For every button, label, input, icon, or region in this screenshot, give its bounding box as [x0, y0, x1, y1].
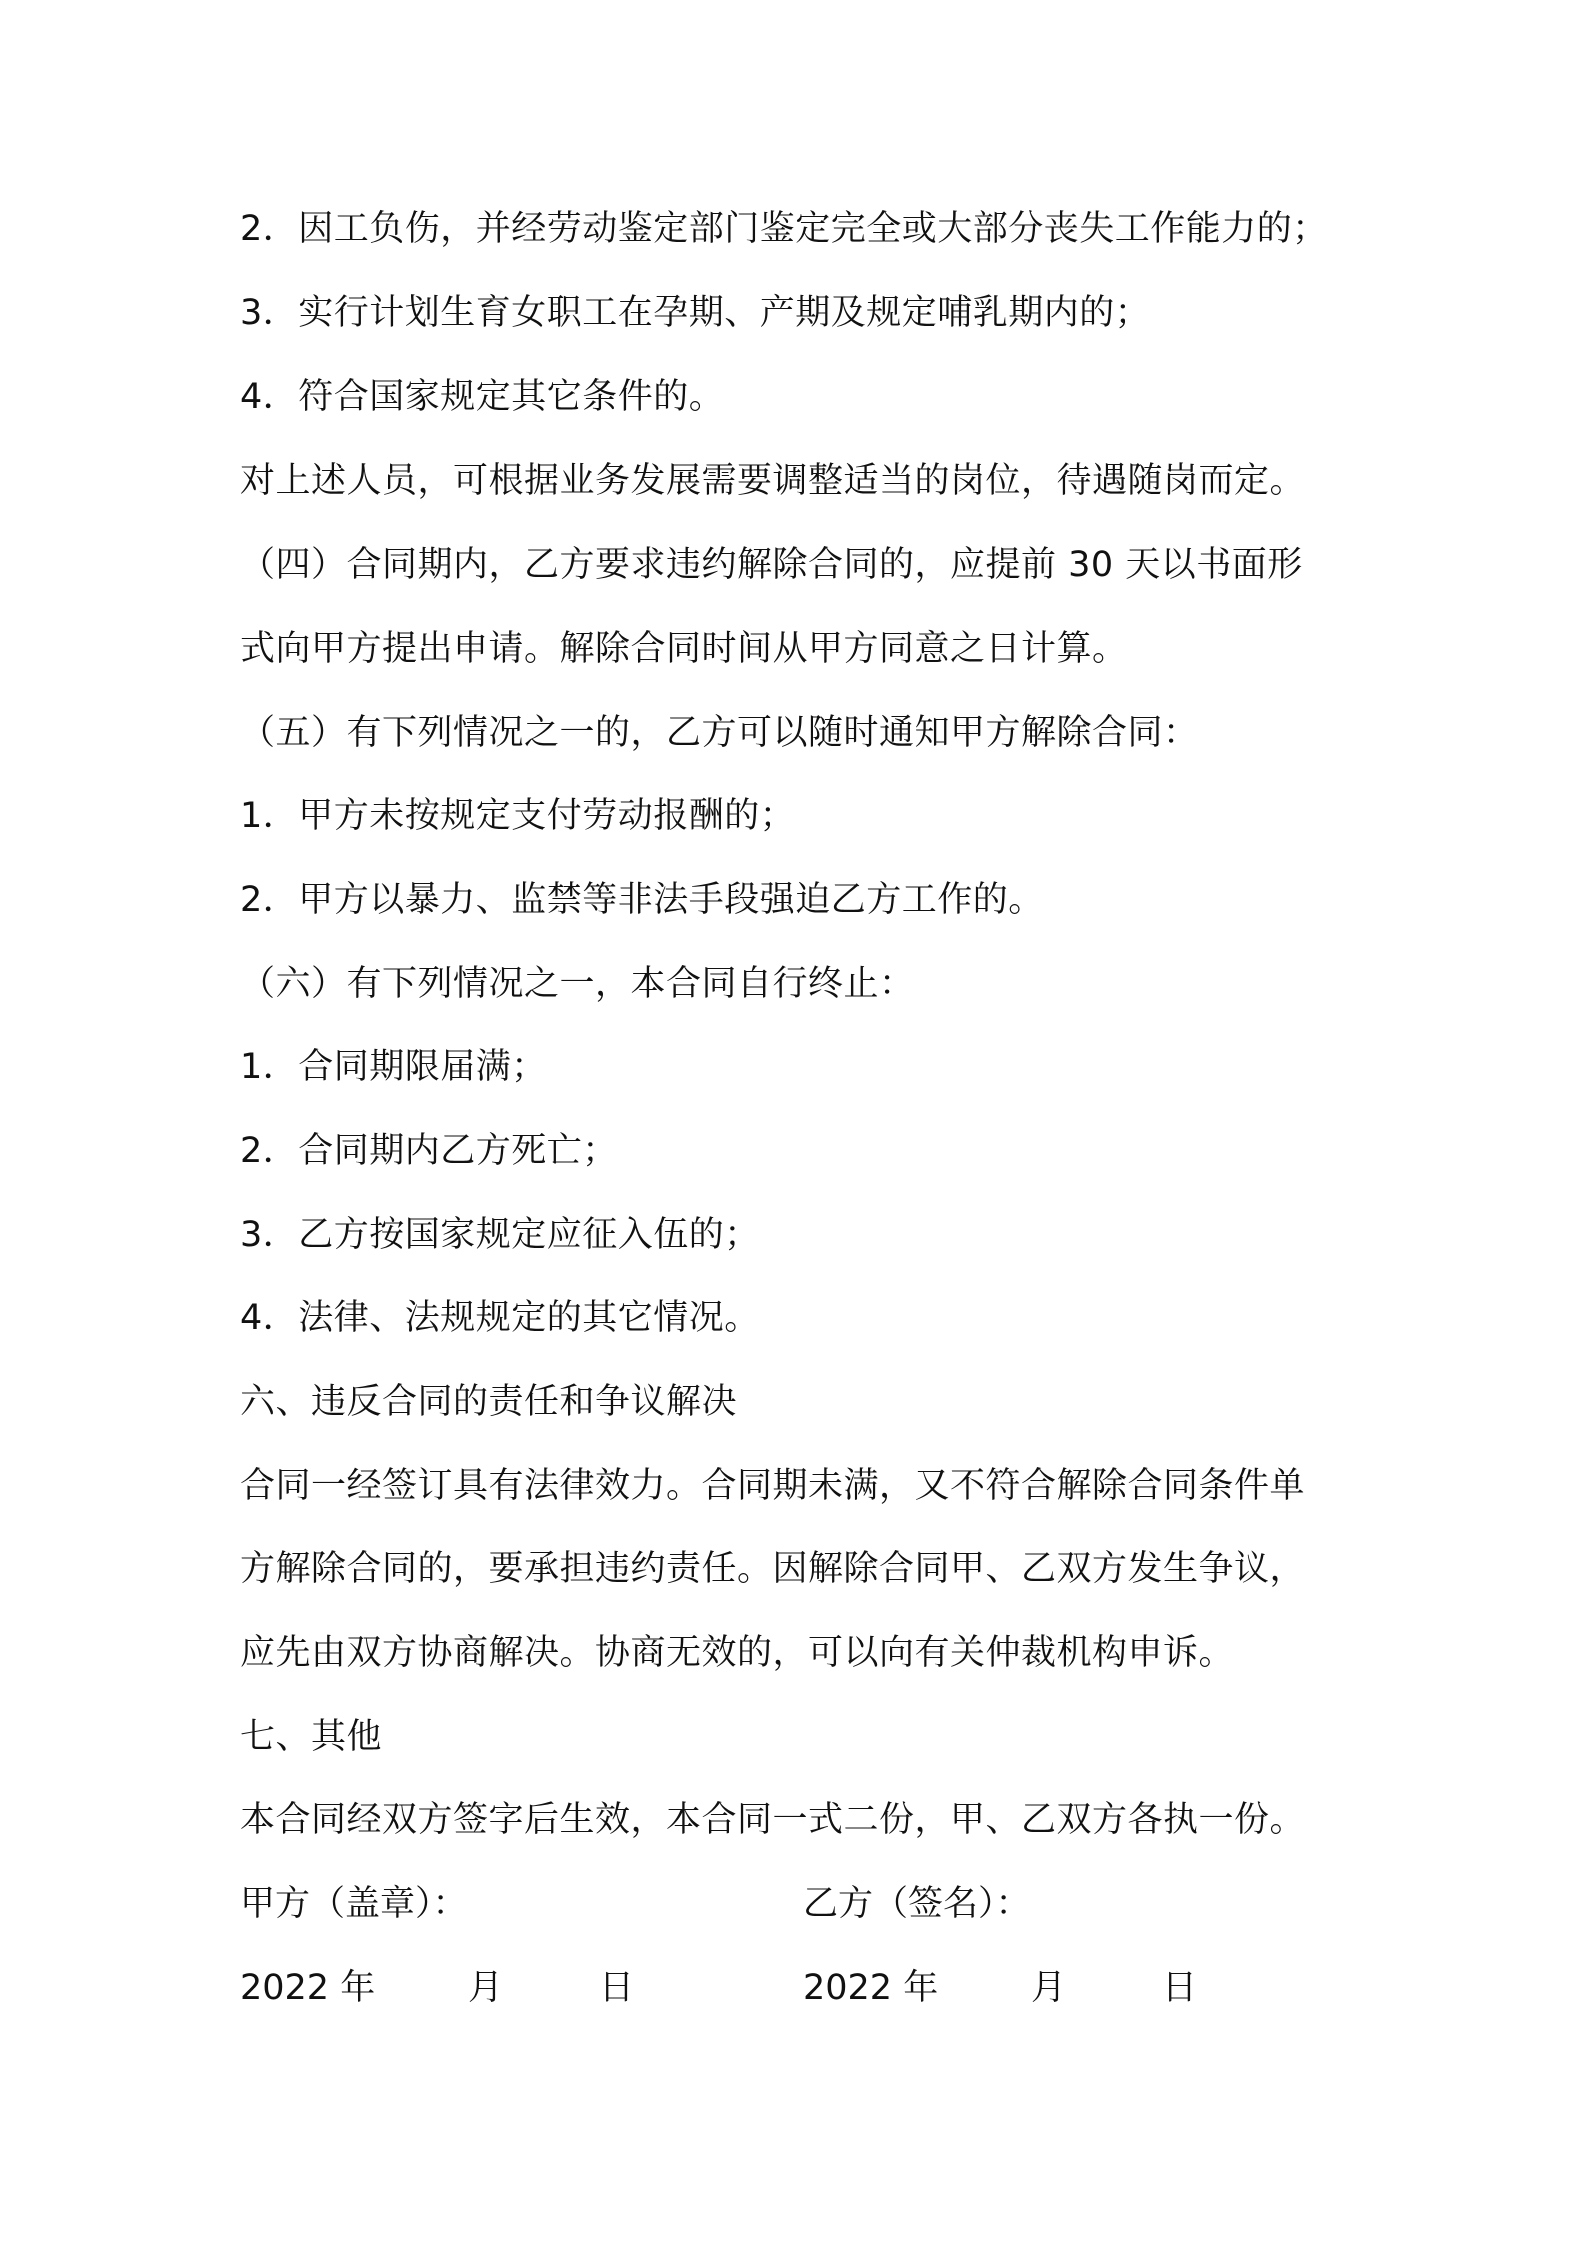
clause-line-8: 1．甲方未按规定支付劳动报酬的； — [240, 796, 796, 836]
section-heading-7: 七、其他 — [240, 1717, 383, 1757]
party-a-date-month: 月 — [468, 1968, 504, 2008]
clause-line-12: 2．合同期内乙方死亡； — [240, 1131, 618, 1171]
clause-line-16: 合同一经签订具有法律效力。合同期未满，又不符合解除合同条件单 — [240, 1466, 1306, 1506]
clause-line-7: （五）有下列情况之一的，乙方可以随时通知甲方解除合同： — [240, 713, 1199, 753]
party-a-date-day: 日 — [599, 1968, 635, 2008]
party-b-date-day: 日 — [1162, 1968, 1198, 2008]
clause-line-17: 方解除合同的，要承担违约责任。因解除合同甲、乙双方发生争议， — [240, 1549, 1306, 1589]
party-b-date-year: 2022 年 — [803, 1968, 939, 2008]
clause-line-20: 本合同经双方签字后生效，本合同一式二份，甲、乙双方各执一份。 — [240, 1800, 1306, 1840]
party-b-sign-label: 乙方（签名）： — [803, 1884, 1031, 1924]
section-heading-6: 六、违反合同的责任和争议解决 — [240, 1382, 738, 1422]
party-b-date-month: 月 — [1031, 1968, 1067, 2008]
party-a-date-year: 2022 年 — [240, 1968, 376, 2008]
clause-line-4: 对上述人员，可根据业务发展需要调整适当的岗位，待遇随岗而定。 — [240, 461, 1306, 501]
signature-label-row — [240, 1880, 1340, 1928]
clause-line-10: （六）有下列情况之一，本合同自行终止： — [240, 964, 915, 1004]
clause-line-2: 3．实行计划生育女职工在孕期、产期及规定哺乳期内的； — [240, 293, 1151, 333]
clause-line-11: 1．合同期限届满； — [240, 1047, 547, 1087]
clause-line-3: 4．符合国家规定其它条件的。 — [240, 377, 725, 417]
clause-line-1: 2．因工负伤，并经劳动鉴定部门鉴定完全或大部分丧失工作能力的； — [240, 209, 1328, 249]
signature-date-row — [240, 1964, 1340, 2012]
clause-line-9: 2．甲方以暴力、监禁等非法手段强迫乙方工作的。 — [240, 880, 1044, 920]
clause-line-6: 式向甲方提出申请。解除合同时间从甲方同意之日计算。 — [240, 629, 1128, 669]
clause-line-13: 3．乙方按国家规定应征入伍的； — [240, 1215, 760, 1255]
clause-line-5: （四）合同期内，乙方要求违约解除合同的，应提前 30 天以书面形 — [240, 545, 1303, 585]
party-a-seal-label: 甲方（盖章）： — [240, 1884, 468, 1924]
clause-line-18: 应先由双方协商解决。协商无效的，可以向有关仲裁机构申诉。 — [240, 1633, 1235, 1673]
clause-line-14: 4．法律、法规规定的其它情况。 — [240, 1298, 760, 1338]
